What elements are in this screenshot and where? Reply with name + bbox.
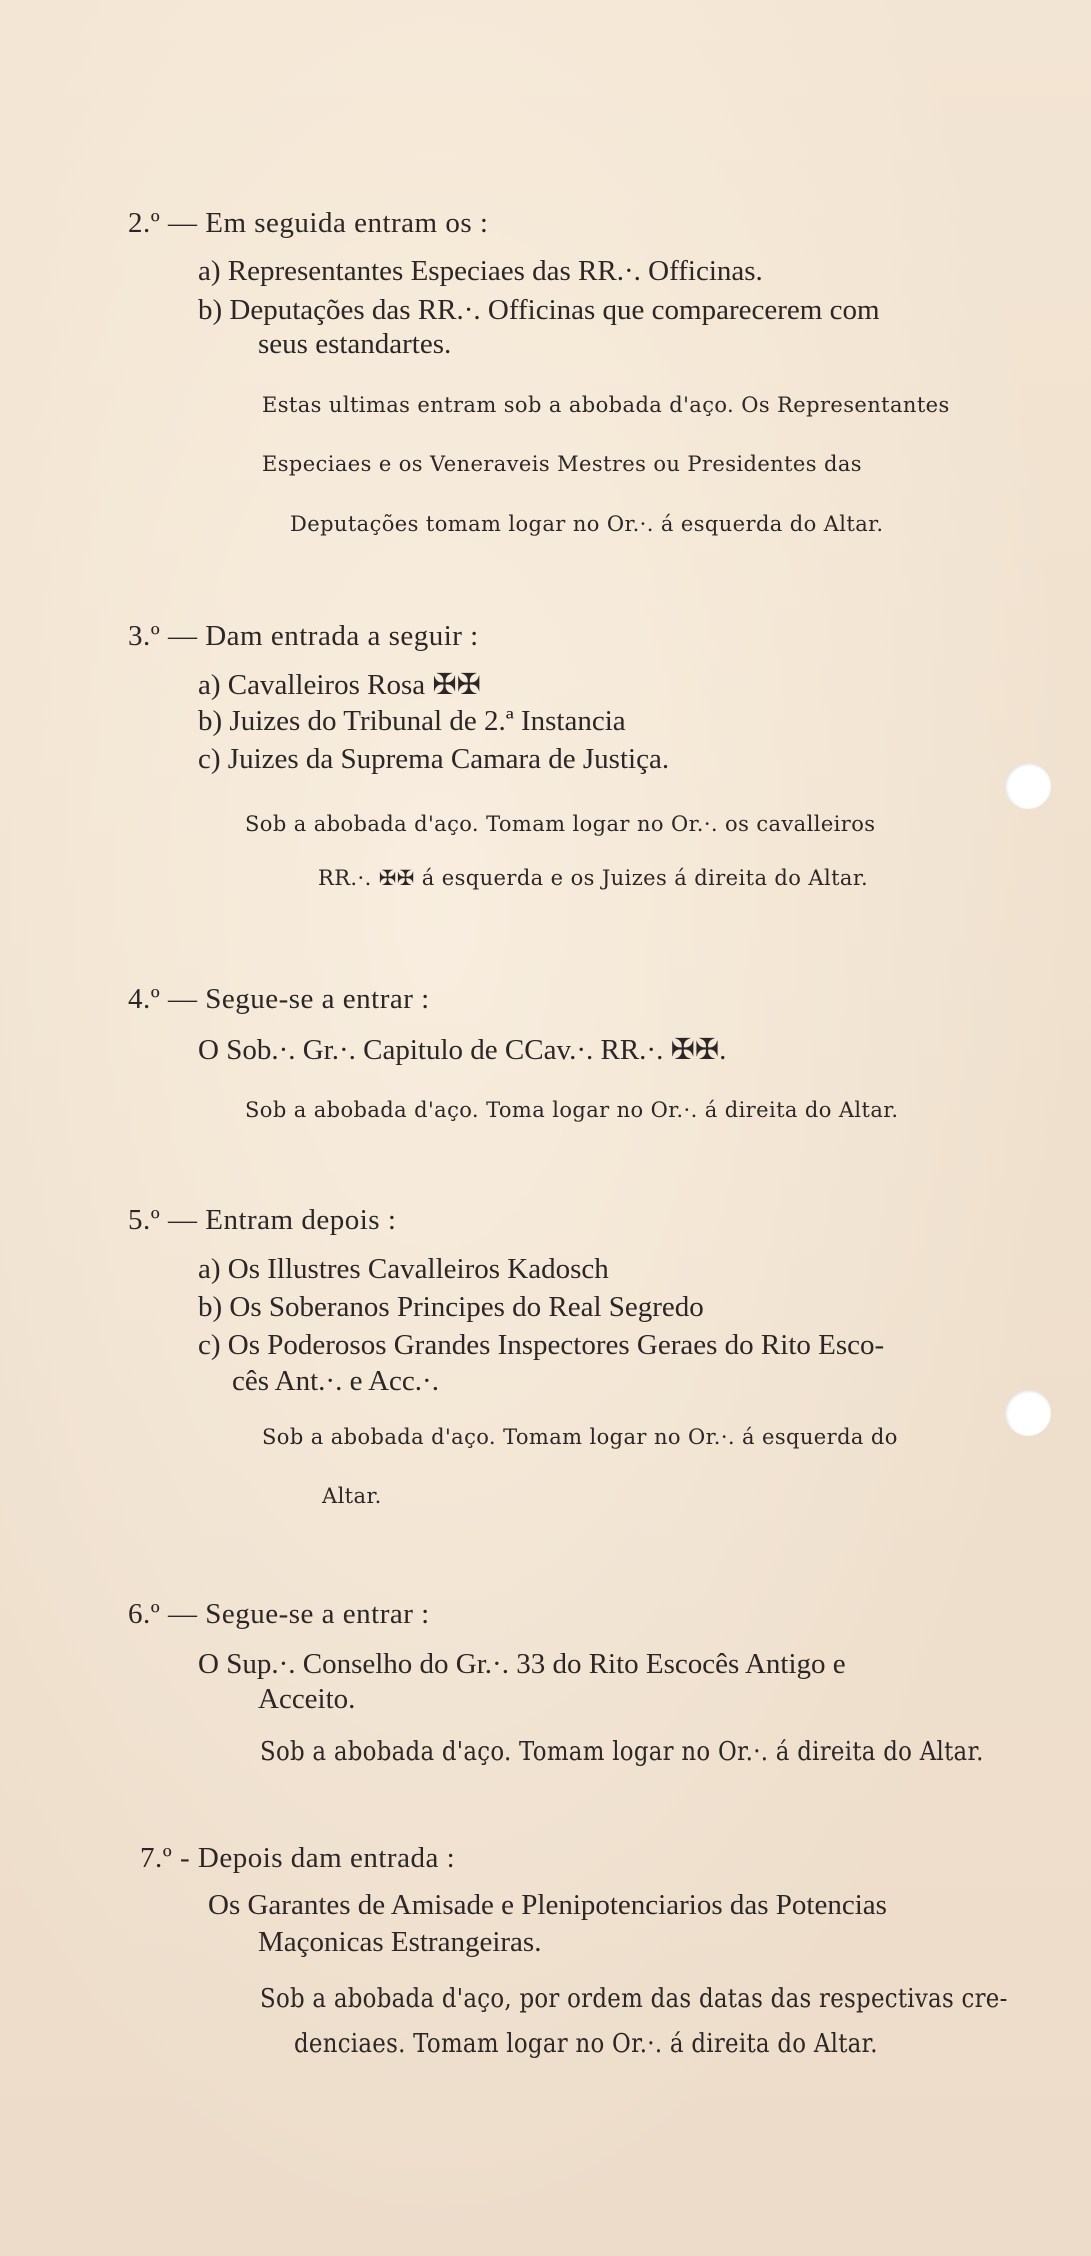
section-2-item-b-line1: b) Deputações das RR.·. Officinas que comparecerem com [198,294,880,326]
section-7-heading: 7.º - Depois dam entrada : [140,1842,456,1874]
section-5-item-a: a) Os Illustres Cavalleiros Kadosch [198,1253,609,1285]
section-3-rubric-line2: RR.·. ✠✠ á esquerda e os Juizes á direita do Altar. [318,866,869,890]
punch-hole-bottom [1005,1390,1051,1436]
section-2-rubric-line2: Especiaes e os Veneraveis Mestres ou Presidentes das [262,452,862,476]
section-5-item-c-line2: cês Ant.·. e Acc.·. [232,1365,439,1397]
section-2-heading: 2.º — Em seguida entram os : [128,207,489,239]
section-7-rubric-line1: Sob a abobada d'aço, por ordem das datas das respectivas cre- [260,1984,1008,2014]
section-3-item-a: a) Cavalleiros Rosa ✠✠ [198,669,481,701]
section-6-line2: Acceito. [258,1683,356,1715]
section-6-heading: 6.º — Segue-se a entrar : [128,1598,430,1630]
section-7-line2: Maçonicas Estrangeiras. [258,1926,542,1958]
section-5-heading: 5.º — Entram depois : [128,1204,397,1236]
section-4-rubric-line1: Sob a abobada d'aço. Toma logar no Or.·. á direita do Altar. [245,1098,899,1122]
section-2-item-b-line2: seus estandartes. [258,328,452,360]
section-5-item-b: b) Os Soberanos Principes do Real Segredo [198,1291,704,1323]
section-7-rubric-line2: denciaes. Tomam logar no Or.·. á direita do Altar. [294,2029,878,2059]
section-7-line1: Os Garantes de Amisade e Plenipotenciarios das Potencias [208,1889,887,1921]
section-5-rubric-line1: Sob a abobada d'aço. Tomam logar no Or.·. á esquerda do [262,1425,898,1449]
section-2-rubric-line1: Estas ultimas entram sob a abobada d'aço. Os Representantes [262,393,950,417]
section-2-rubric-line3: Deputações tomam logar no Or.·. á esquerda do Altar. [290,512,884,536]
section-5-rubric-line2: Altar. [322,1484,382,1508]
section-3-item-b: b) Juizes do Tribunal de 2.ª Instancia [198,705,626,737]
section-3-rubric-line1: Sob a abobada d'aço. Tomam logar no Or.·. os cavalleiros [245,812,876,836]
section-4-line: O Sob.·. Gr.·. Capitulo de CCav.·. RR.·. ✠✠. [198,1034,727,1066]
section-3-item-c: c) Juizes da Suprema Camara de Justiça. [198,743,670,775]
section-6-line1: O Sup.·. Conselho do Gr.·. 33 do Rito Escocês Antigo e [198,1648,846,1680]
section-6-rubric-line1: Sob a abobada d'aço. Tomam logar no Or.·. á direita do Altar. [260,1737,984,1767]
section-2-item-a: a) Representantes Especiaes das RR.·. Officinas. [198,255,763,287]
section-5-item-c-line1: c) Os Poderosos Grandes Inspectores Geraes do Rito Esco- [198,1329,885,1361]
section-3-heading: 3.º — Dam entrada a seguir : [128,620,479,652]
punch-hole-top [1005,763,1051,809]
section-4-heading: 4.º — Segue-se a entrar : [128,983,430,1015]
